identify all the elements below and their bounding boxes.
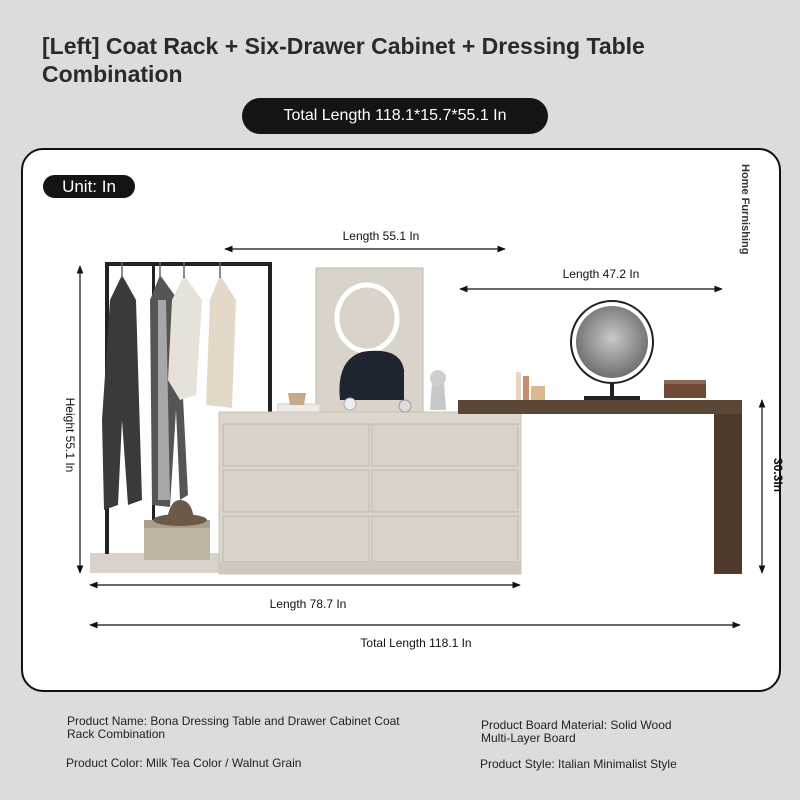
bottom-length-label: Length 78.7 In <box>269 597 347 611</box>
six-drawer-cabinet <box>219 412 521 574</box>
hanging-clothes <box>102 262 236 510</box>
product-color: Product Color: Milk Tea Color / Walnut Grain <box>66 756 302 770</box>
unit-badge: Unit: In <box>43 175 135 198</box>
brand-label: Home Furnishing <box>739 164 751 255</box>
right-height-label: 30.3In <box>771 457 785 493</box>
page-title: [Left] Coat Rack + Six-Drawer Cabinet + Dressing Table Combination <box>42 33 645 87</box>
product-material: Product Board Material: Solid Wood Multi-Layer Board <box>481 718 672 745</box>
wall-artwork <box>316 268 423 412</box>
product-name: Product Name: Bona Dressing Table and Drawer Cabinet Coat Rack Combination <box>67 714 400 741</box>
desk-length-label: Length 47.2 In <box>562 267 640 281</box>
product-style: Product Style: Italian Minimalist Style <box>480 757 677 771</box>
top-length-label: Length 55.1 In <box>342 229 420 243</box>
left-height-label: Height 55.1 In <box>63 397 77 473</box>
total-size-badge: Total Length 118.1*15.7*55.1 In <box>242 98 548 134</box>
total-length-label: Total Length 118.1 In <box>360 636 472 650</box>
